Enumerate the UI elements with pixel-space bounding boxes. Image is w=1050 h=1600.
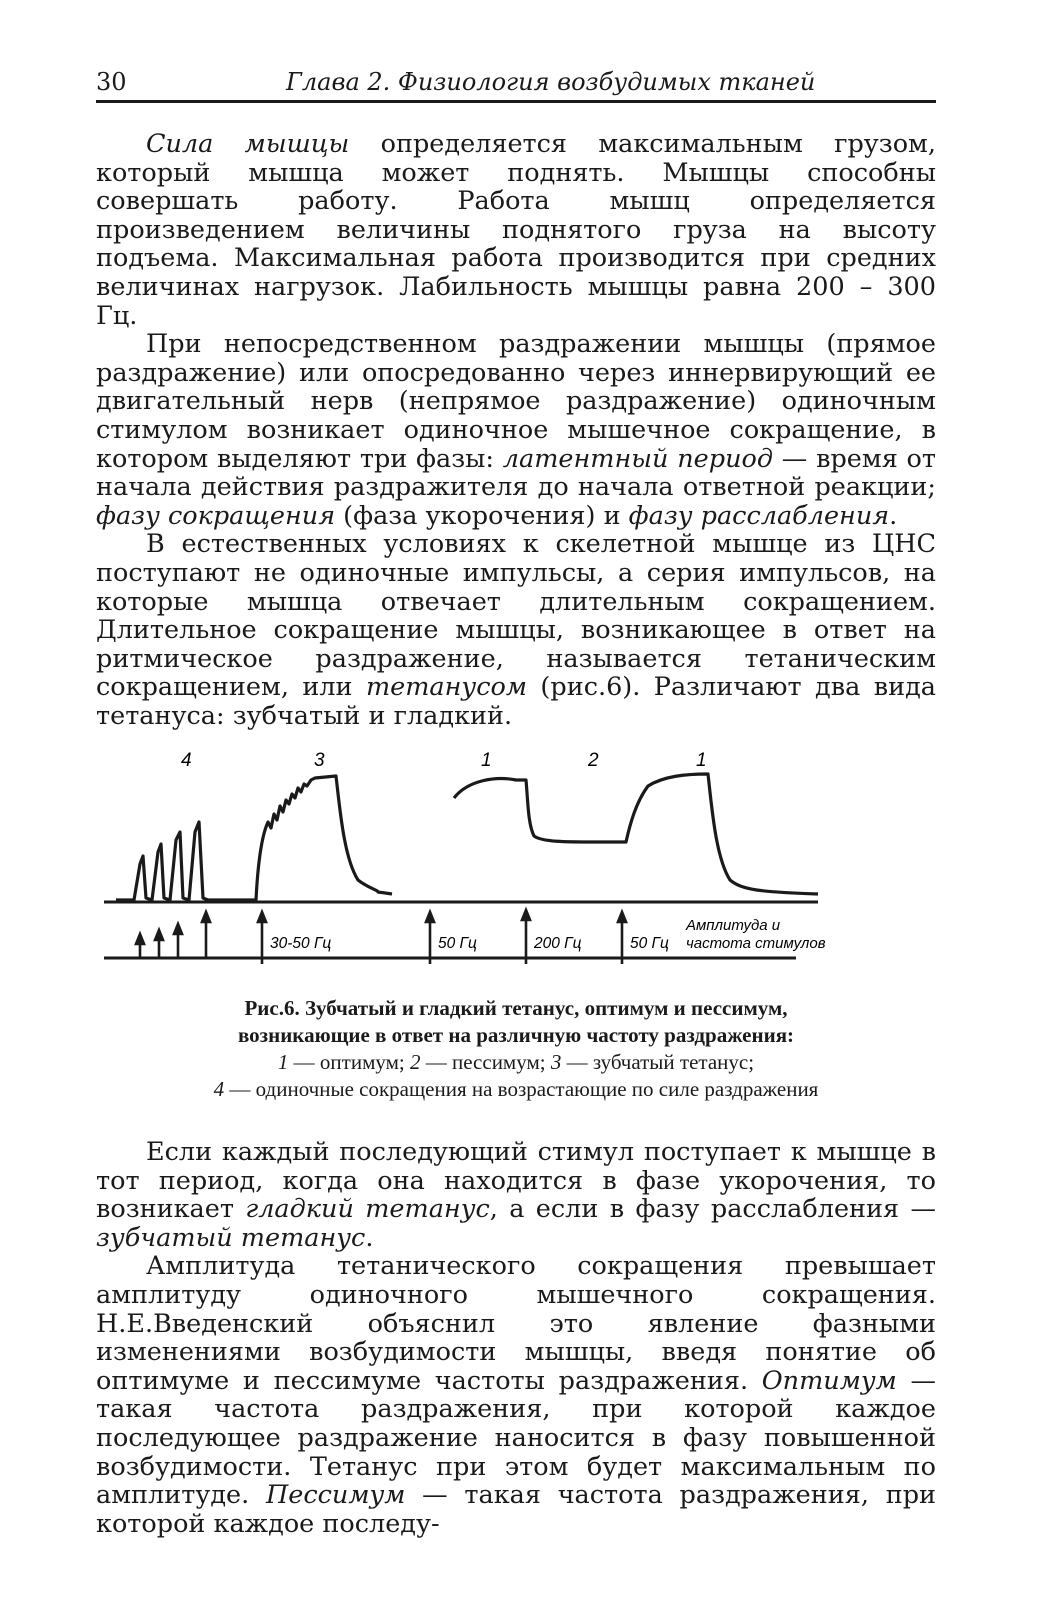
legend-line-1: Амплитуда и xyxy=(686,917,781,934)
page-header xyxy=(96,62,936,103)
caption-num: 3 xyxy=(550,1050,562,1074)
curve-label-1b: 1 xyxy=(696,750,707,771)
caption-num: 4 xyxy=(213,1077,225,1101)
curve-label-2: 2 xyxy=(588,750,599,771)
legend-line-2: частота стимулов xyxy=(686,935,826,952)
body-text-top xyxy=(96,130,936,730)
caption-text: — зубчатый тетанус; xyxy=(561,1050,755,1074)
stimulus-arrows-increasing xyxy=(136,912,210,958)
single-twitches-curve xyxy=(116,822,246,900)
emphasis: фазу сокращения xyxy=(96,500,336,531)
paragraph xyxy=(96,1252,936,1538)
text-run: . xyxy=(365,1222,374,1253)
running-head: Глава 2. Физиология возбудимых тканей xyxy=(286,68,816,96)
caption-text: — одиночные сокращения на возрастающие по силе раздражения xyxy=(224,1077,819,1101)
text-run: Амплитуда тетанического сокращения превышает амплитуду одиночного мышечного сокращения. Н.Е.Введенский объяснил это явление фазными изменениями возбудимости мышцы, введя понятие об оптимуме и пессимуме частоты раздражения. xyxy=(96,1251,936,1396)
paragraph xyxy=(96,330,936,530)
stimulus-label-30-50: 30-50 Гц xyxy=(270,935,332,952)
paragraph xyxy=(96,130,936,330)
stimulus-label-200: 200 Гц xyxy=(534,935,582,952)
dentate-tetanus-curve xyxy=(246,776,392,900)
text-run: (фаза укорочения) и xyxy=(335,500,629,531)
text-run: В естественных условиях к скелетной мышце из ЦНС поступают не одиночные импульсы, а серия импульсов, на которые мышца отвечает длительным сокращением. Длительное сокращение мышцы, возникающее в ответ на ритмическое раздражение, называется тетаническим сокращением, или xyxy=(96,529,936,703)
emphasis: Пессимум xyxy=(266,1480,406,1511)
figure-tetanus-diagram xyxy=(96,740,856,985)
optimum-pessimum-curve xyxy=(454,774,818,894)
text-run: , а если в фазу расслабления — xyxy=(489,1194,936,1225)
body-text-bottom xyxy=(96,1138,936,1538)
paragraph xyxy=(96,530,936,730)
text-run: Если каждый последующий стимул поступает к мышце в тот период, когда она находится в фазе укорочения, то возникает xyxy=(96,1137,936,1225)
stimulus-label-50b: 50 Гц xyxy=(630,935,669,952)
text-run: При непосредственном раздражении мышцы (прямое раздражение) или опосредованно через иннервирующий ее двигательный нерв (непрямое раздражение) одиночным стимулом возникает одиночное мышечное сокращение, в котором выделяют три фазы: xyxy=(96,329,936,474)
emphasis: гладкий тетанус xyxy=(245,1194,490,1225)
curve-label-3: 3 xyxy=(314,750,325,771)
figure-caption xyxy=(96,995,936,1103)
text-run: — такая частота раздражения, при которой каждое последующее раздражение наносится в фазу повышенной возбудимости. Тетанус при этом будет максимальным по амплитуде. xyxy=(96,1365,937,1511)
emphasis: тетанусом xyxy=(365,672,527,703)
caption-legend-line1 xyxy=(96,1049,936,1076)
emphasis: зубчатый тетанус xyxy=(96,1222,366,1253)
caption-text: — пессимум; xyxy=(420,1050,551,1074)
emphasis: латентный период xyxy=(502,443,774,474)
curve-label-4: 4 xyxy=(181,750,192,771)
caption-num: 2 xyxy=(409,1050,421,1074)
caption-title-line2: возникающие в ответ на различную частоту раздражения: xyxy=(237,1023,795,1047)
text-run: — такая частота раздражения, при которой каждое последу- xyxy=(96,1480,937,1539)
text-run: определяется максимальным грузом, который мышца может поднять. Мышцы способны совершать работу. Работа мышц определяется произведением величины поднятого груза на высоту подъема. Максимальная работа производится при средних величинах нагрузок. Лабильность мышцы равна 200 – 300 Гц. xyxy=(96,129,936,331)
caption-text: — оптимум; xyxy=(288,1050,410,1074)
caption-legend-line2 xyxy=(96,1076,936,1103)
text-run: (рис.6). Различают два вида тетануса: зубчатый и гладкий. xyxy=(96,672,936,731)
text-run: . xyxy=(889,500,898,531)
page-number: 30 xyxy=(96,68,127,96)
curve-label-1: 1 xyxy=(481,750,492,771)
caption-num: 1 xyxy=(277,1050,289,1074)
emphasis: Оптимум xyxy=(761,1365,897,1396)
paragraph xyxy=(96,1138,936,1252)
caption-title-line1: Рис.6. Зубчатый и гладкий тетанус, оптимум и пессимум, xyxy=(244,996,788,1020)
text-run: — время от начала действия раздражителя до начала ответной реакции; xyxy=(96,443,937,503)
emphasis: фазу расслабления xyxy=(628,500,890,531)
stimulus-label-50a: 50 Гц xyxy=(438,935,477,952)
emphasis: Сила мышцы xyxy=(146,129,350,159)
